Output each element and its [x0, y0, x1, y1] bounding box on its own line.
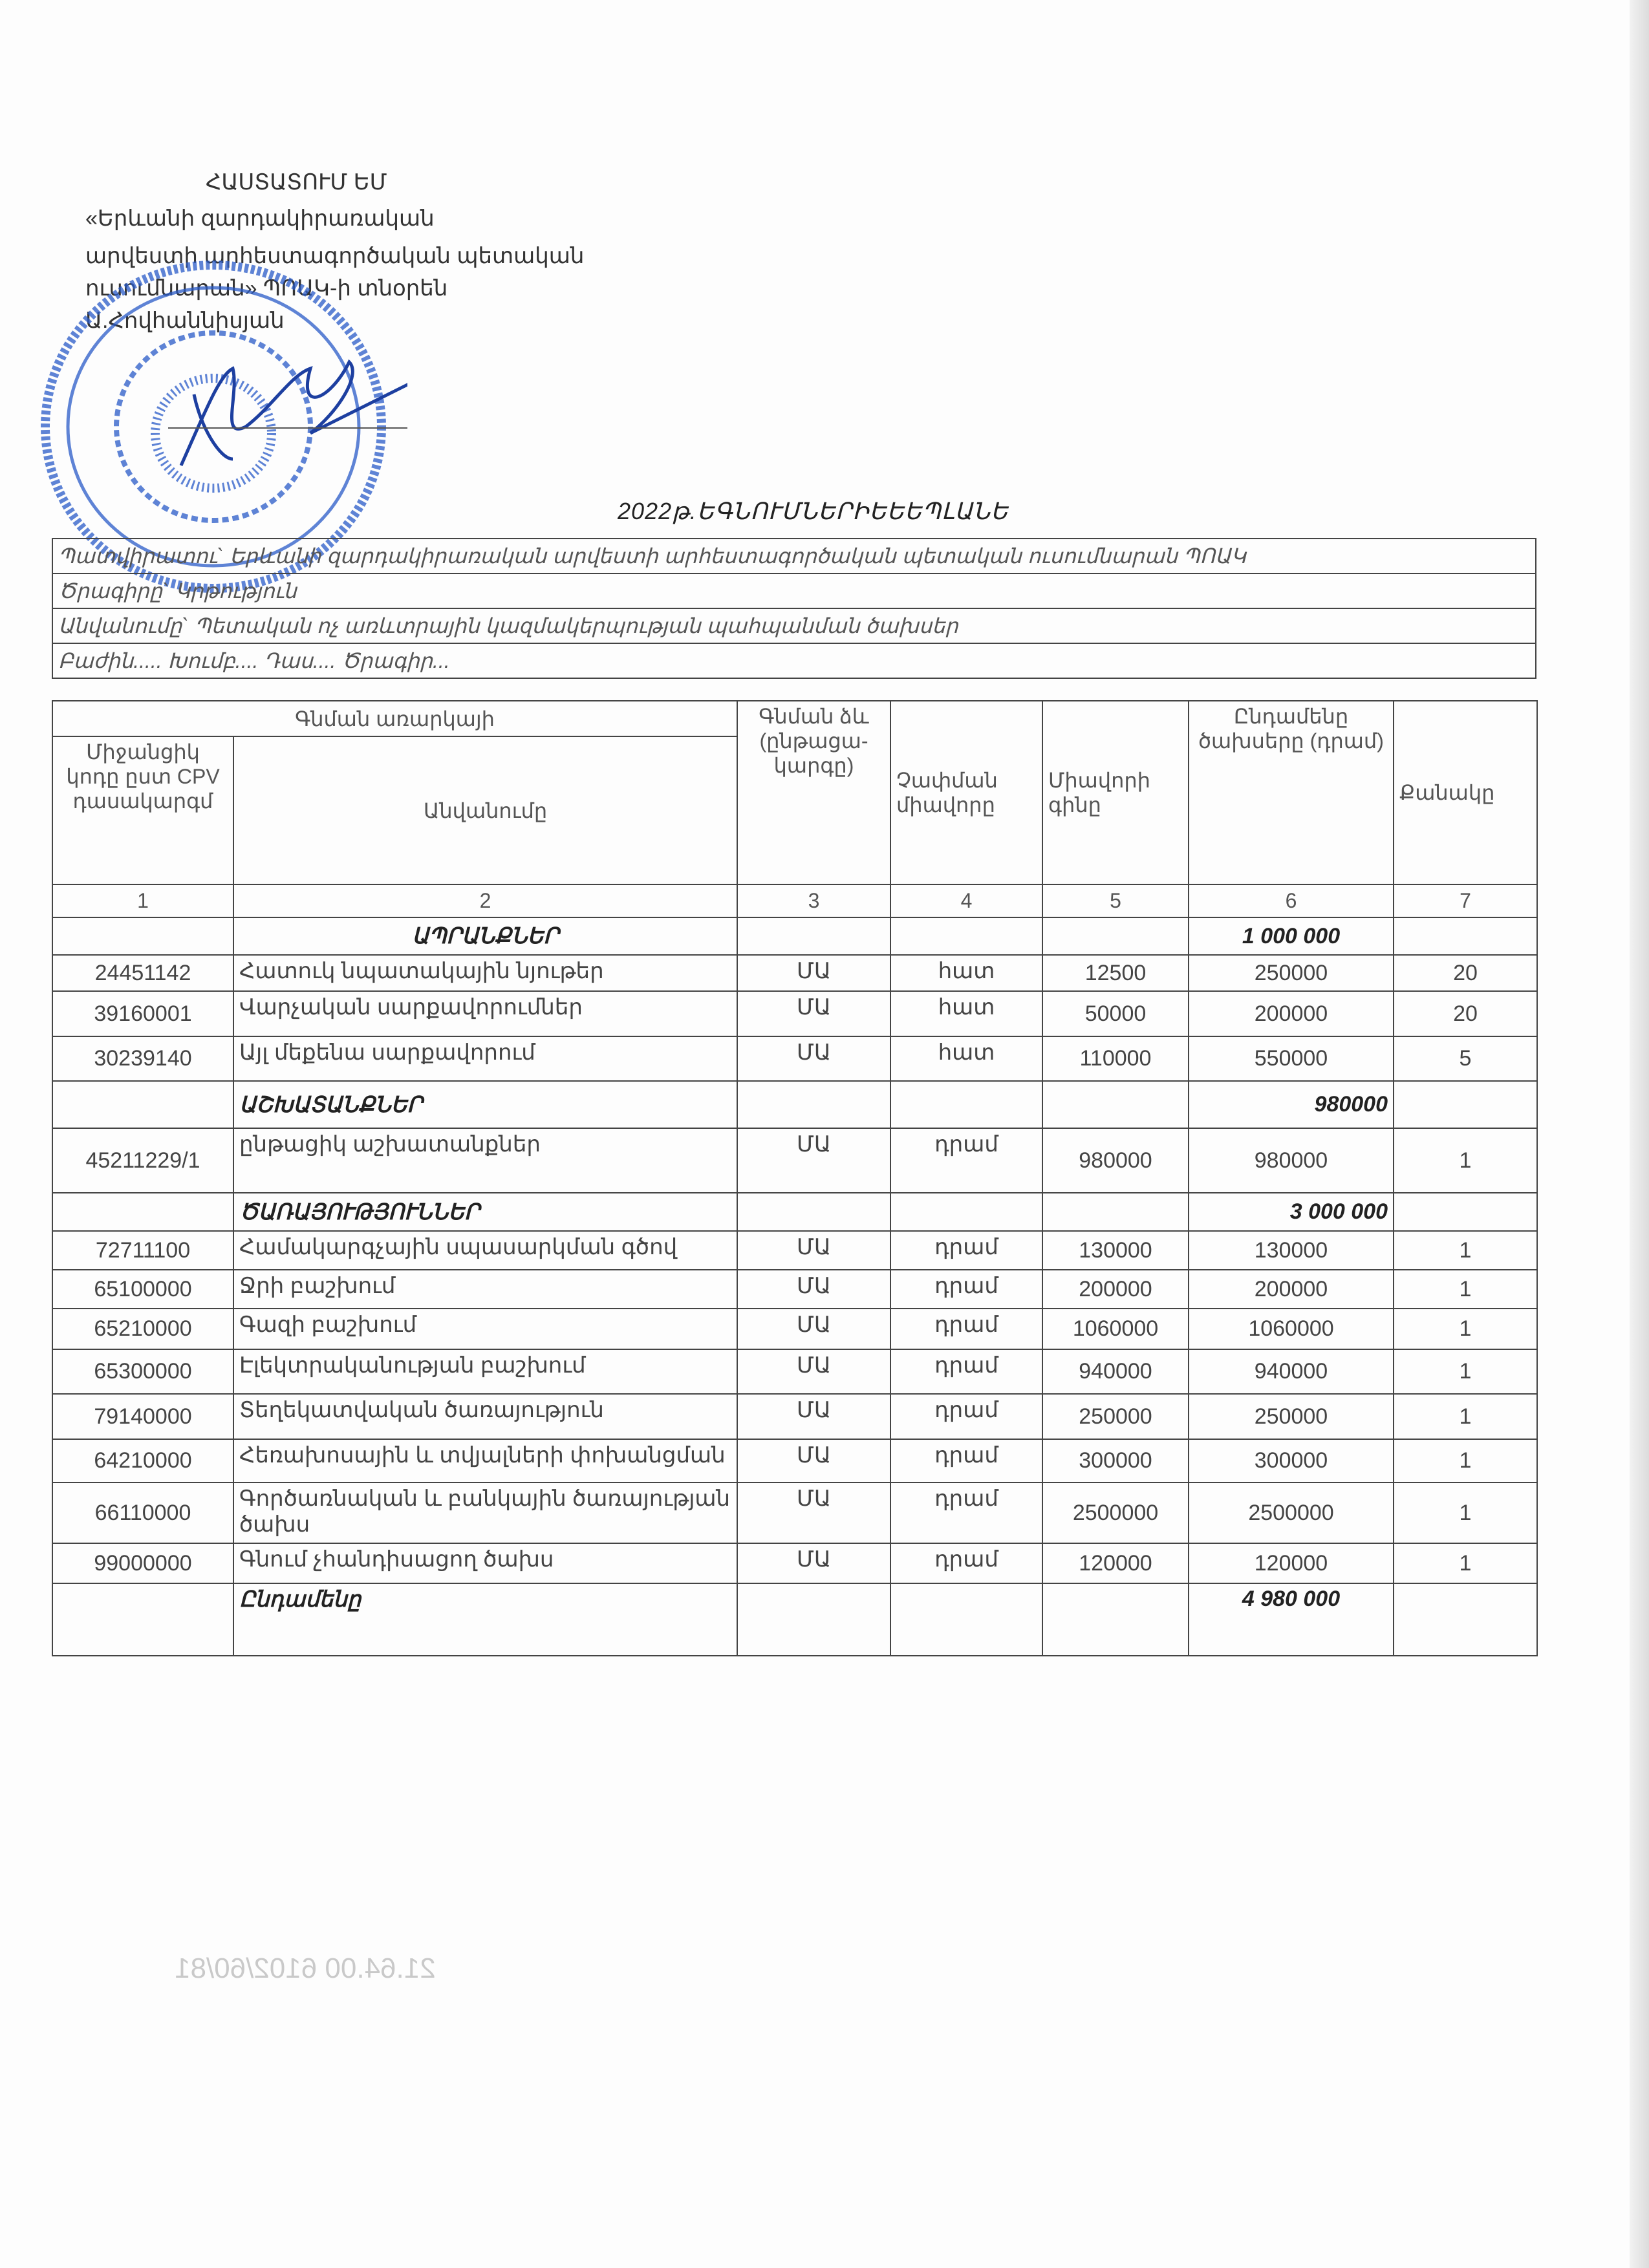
cell-total: 1060000: [1189, 1309, 1394, 1349]
empty-cell: [737, 917, 890, 955]
empty-cell: [737, 1081, 890, 1128]
cell-price: 1060000: [1042, 1309, 1189, 1349]
header-subject: Գնման առարկայի: [52, 701, 737, 736]
cell-price: 2500000: [1042, 1482, 1189, 1543]
cell-cpv: 79140000: [52, 1394, 233, 1439]
cell-name: Էլեկտրականության բաշխում: [233, 1349, 737, 1394]
cell-qty: 1: [1394, 1482, 1537, 1543]
col-number: 1: [52, 884, 233, 917]
cell-unit: դրամ: [890, 1309, 1042, 1349]
cell-price: 110000: [1042, 1036, 1189, 1081]
empty-cell: [52, 917, 233, 955]
cell-price: 980000: [1042, 1128, 1189, 1193]
empty-cell: [890, 1193, 1042, 1231]
cell-unit: դրամ: [890, 1128, 1042, 1193]
cell-qty: 20: [1394, 991, 1537, 1036]
grand-total-label: Ընդամենը: [233, 1583, 737, 1656]
cell-qty: 1: [1394, 1231, 1537, 1270]
section-total: 3 000 000: [1189, 1193, 1394, 1231]
cell-qty: 1: [1394, 1394, 1537, 1439]
header-name: Անվանումը: [233, 736, 737, 884]
empty-cell: [1042, 917, 1189, 955]
table-row: [52, 1231, 1537, 1270]
table-row: [52, 991, 1537, 1036]
empty-cell: [1394, 1193, 1537, 1231]
section-total: 1 000 000: [1189, 917, 1394, 955]
col-number: 3: [737, 884, 890, 917]
cell-name: Հեռախոսային և տվյալների փոխանցման: [233, 1439, 737, 1482]
table-row: [52, 1036, 1537, 1081]
cell-name: Համակարգչային սպասարկման գծով: [233, 1231, 737, 1270]
grand-total-row: [52, 1583, 1537, 1656]
empty-cell: [737, 1583, 890, 1656]
approval-heading: ՀԱՍՏԱՏՈՒՄ ԵՄ: [206, 170, 387, 195]
col-number: 7: [1394, 884, 1537, 917]
cell-method: ՄԱ: [737, 1036, 890, 1081]
section-title: ԾԱՌԱՅՈՒԹՅՈՒՆՆԵՐ: [233, 1193, 737, 1231]
cell-qty: 1: [1394, 1309, 1537, 1349]
cell-total: 130000: [1189, 1231, 1394, 1270]
table-row: [52, 1394, 1537, 1439]
program-field: Ծրագիրը` Կրթություն: [52, 573, 1536, 608]
cell-total: 2500000: [1189, 1482, 1394, 1543]
cell-price: 250000: [1042, 1394, 1189, 1439]
table-row: [52, 1543, 1537, 1583]
cell-method: ՄԱ: [737, 1231, 890, 1270]
header-qty: Քանակը: [1394, 701, 1537, 884]
cell-qty: 1: [1394, 1349, 1537, 1394]
cell-cpv: 99000000: [52, 1543, 233, 1583]
col-number: 6: [1189, 884, 1394, 917]
approval-line: ուսումնարան» ՊՈԱԿ-ի տնօրեն: [85, 276, 448, 301]
cell-price: 50000: [1042, 991, 1189, 1036]
col-number: 2: [233, 884, 737, 917]
cell-qty: 1: [1394, 1543, 1537, 1583]
cell-unit: դրամ: [890, 1231, 1042, 1270]
cell-total: 200000: [1189, 1270, 1394, 1309]
cell-cpv: 65210000: [52, 1309, 233, 1349]
cell-method: ՄԱ: [737, 1349, 890, 1394]
cell-cpv: 39160001: [52, 991, 233, 1036]
approval-line: արվեստի արհեստագործական պետական: [85, 244, 585, 268]
cell-unit: դրամ: [890, 1394, 1042, 1439]
col-number: 4: [890, 884, 1042, 917]
cell-qty: 1: [1394, 1270, 1537, 1309]
cell-unit: դրամ: [890, 1270, 1042, 1309]
cell-name: ընթացիկ աշխատանքներ: [233, 1128, 737, 1193]
cell-qty: 20: [1394, 955, 1537, 991]
classification-field: Բաժին..... Խումբ.... Դաս.... Ծրագիր...: [52, 643, 1536, 678]
cell-method: ՄԱ: [737, 955, 890, 991]
empty-cell: [52, 1081, 233, 1128]
table-row: [52, 1349, 1537, 1394]
cell-name: Հատուկ նպատակային նյութեր: [233, 955, 737, 991]
bleed-through-text: 21.64.00 6102/60/81: [175, 1952, 436, 1984]
name-field: Անվանումը` Պետական ոչ առևտրային կազմակերպության պահպանման ծախսեր: [52, 608, 1536, 643]
cell-method: ՄԱ: [737, 1482, 890, 1543]
cell-cpv: 72711100: [52, 1231, 233, 1270]
col-number: 5: [1042, 884, 1189, 917]
empty-cell: [1394, 917, 1537, 955]
cell-price: 300000: [1042, 1439, 1189, 1482]
table-row: [52, 955, 1537, 991]
cell-name: Ջրի բաշխում: [233, 1270, 737, 1309]
cell-unit: հատ: [890, 991, 1042, 1036]
cell-total: 250000: [1189, 1394, 1394, 1439]
cell-price: 130000: [1042, 1231, 1189, 1270]
cell-qty: 5: [1394, 1036, 1537, 1081]
section-title: ԱՊՐԱՆՔՆԵՐ: [233, 917, 737, 955]
cell-method: ՄԱ: [737, 1128, 890, 1193]
empty-cell: [1042, 1081, 1189, 1128]
empty-cell: [890, 1583, 1042, 1656]
empty-cell: [737, 1193, 890, 1231]
empty-cell: [52, 1583, 233, 1656]
header-total: Ընդամենը ծախսերը (դրամ): [1189, 701, 1394, 884]
section-row: [52, 1193, 1537, 1231]
section-title: ԱՇԽԱՏԱՆՔՆԵՐ: [233, 1081, 737, 1128]
cell-cpv: 66110000: [52, 1482, 233, 1543]
cell-total: 550000: [1189, 1036, 1394, 1081]
cell-unit: հատ: [890, 1036, 1042, 1081]
cell-name: Այլ մեքենա սարքավորում: [233, 1036, 737, 1081]
cell-cpv: 45211229/1: [52, 1128, 233, 1193]
cell-unit: դրամ: [890, 1482, 1042, 1543]
cell-price: 120000: [1042, 1543, 1189, 1583]
empty-cell: [890, 1081, 1042, 1128]
cell-qty: 1: [1394, 1439, 1537, 1482]
table-row: [52, 1309, 1537, 1349]
section-row: [52, 1081, 1537, 1128]
cell-cpv: 30239140: [52, 1036, 233, 1081]
cell-name: Տեղեկատվական ծառայություն: [233, 1394, 737, 1439]
cell-unit: դրամ: [890, 1439, 1042, 1482]
cell-method: ՄԱ: [737, 1270, 890, 1309]
cell-method: ՄԱ: [737, 1439, 890, 1482]
cell-price: 12500: [1042, 955, 1189, 991]
procurement-table: [52, 700, 1538, 1656]
table-row: [52, 1128, 1537, 1193]
header-price: Միավորի գինը: [1042, 701, 1189, 884]
cell-unit: հատ: [890, 955, 1042, 991]
cell-unit: դրամ: [890, 1543, 1042, 1583]
cell-unit: դրամ: [890, 1349, 1042, 1394]
empty-cell: [1042, 1193, 1189, 1231]
cell-name: Գազի բաշխում: [233, 1309, 737, 1349]
cell-total: 120000: [1189, 1543, 1394, 1583]
cell-total: 300000: [1189, 1439, 1394, 1482]
cell-cpv: 64210000: [52, 1439, 233, 1482]
scan-edge: [1630, 0, 1649, 2268]
header-unit: Չափման միավորը: [890, 701, 1042, 884]
cell-total: 200000: [1189, 991, 1394, 1036]
section-row: [52, 917, 1537, 955]
cell-method: ՄԱ: [737, 1543, 890, 1583]
cell-name: Գործառնական և բանկային ծառայության ծախս: [233, 1482, 737, 1543]
section-total: 980000: [1189, 1081, 1394, 1128]
table-row: [52, 1270, 1537, 1309]
cell-cpv: 24451142: [52, 955, 233, 991]
customer-field: Պատվիրատու` Երևանի զարդակիրառական արվեստի արհեստագործական պետական ուսումնարան ՊՈԱԿ: [52, 539, 1536, 573]
cell-name: Գնում չհանդիսացող ծախս: [233, 1543, 737, 1583]
table-row: [52, 1482, 1537, 1543]
cell-qty: 1: [1394, 1128, 1537, 1193]
info-table: [52, 538, 1536, 679]
cell-method: ՄԱ: [737, 1309, 890, 1349]
approval-signatory: Ա.Հովհաննիսյան: [85, 308, 285, 333]
cell-cpv: 65300000: [52, 1349, 233, 1394]
cell-method: ՄԱ: [737, 991, 890, 1036]
table-row: [52, 1439, 1537, 1482]
cell-total: 940000: [1189, 1349, 1394, 1394]
empty-cell: [890, 917, 1042, 955]
approval-line: «Երևանի զարդակիրառական: [85, 206, 435, 231]
empty-cell: [1042, 1583, 1189, 1656]
empty-cell: [1394, 1583, 1537, 1656]
document-title: 2022թ.ԵԳՆՈՒՄՆԵՐԻԵԵԵՊԼԱՆԵ: [618, 498, 1009, 524]
grand-total-value: 4 980 000: [1189, 1583, 1394, 1656]
cell-total: 980000: [1189, 1128, 1394, 1193]
empty-cell: [1394, 1081, 1537, 1128]
header-cpv: Միջանցիկ կոդը ըստ CPV դասակարգմ: [52, 736, 233, 884]
cell-cpv: 65100000: [52, 1270, 233, 1309]
header-method: Գնման ձև (ընթացա-կարգը): [737, 701, 890, 884]
cell-price: 940000: [1042, 1349, 1189, 1394]
empty-cell: [52, 1193, 233, 1231]
cell-name: Վարչական սարքավորումներ: [233, 991, 737, 1036]
cell-total: 250000: [1189, 955, 1394, 991]
cell-method: ՄԱ: [737, 1394, 890, 1439]
cell-price: 200000: [1042, 1270, 1189, 1309]
